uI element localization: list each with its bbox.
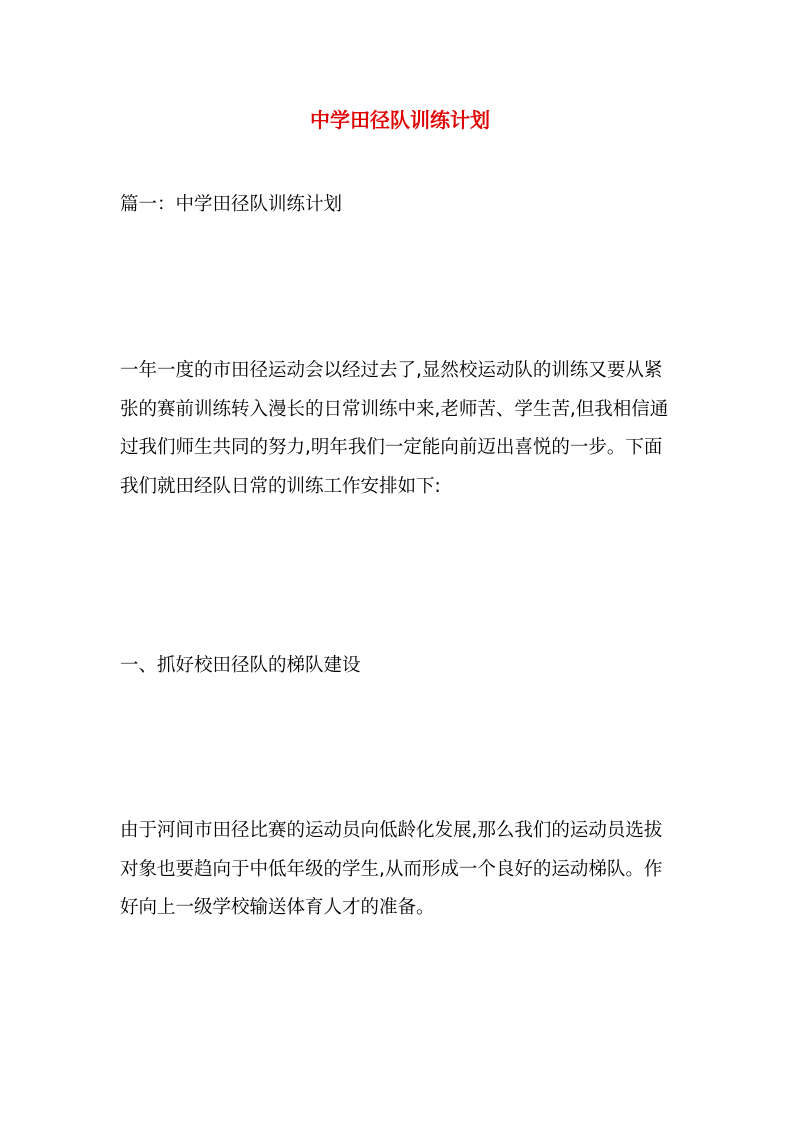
paragraph-line: 好向上一级学校输送体育人才的准备。 bbox=[120, 897, 435, 918]
section-paragraph bbox=[120, 812, 690, 928]
paragraph-line: 由于河间市田径比赛的运动员向低龄化发展,那么我们的运动员选拔 bbox=[120, 820, 663, 841]
paragraph-line: 对象也要趋向于中低年级的学生,从而形成一个良好的运动梯队。作 bbox=[120, 858, 663, 880]
section-heading: 一、抓好校田径队的梯队建设 bbox=[120, 655, 361, 676]
paragraph-line: 张的赛前训练转入漫长的日常训练中来,老师苦、学生苦,但我相信通 bbox=[120, 398, 669, 420]
document-title: 中学田径队训练计划 bbox=[310, 108, 490, 132]
intro-paragraph bbox=[120, 352, 690, 506]
paragraph-line: 我们就田经队日常的训练工作安排如下: bbox=[120, 475, 441, 497]
paragraph-line: 过我们师生共同的努力,明年我们一定能向前迈出喜悦的一步。下面 bbox=[120, 437, 663, 458]
paragraph-line: 一年一度的市田径运动会以经过去了,显然校运动队的训练又要从紧 bbox=[120, 360, 663, 381]
document-subtitle: 篇一：中学田径队训练计划 bbox=[120, 194, 343, 215]
